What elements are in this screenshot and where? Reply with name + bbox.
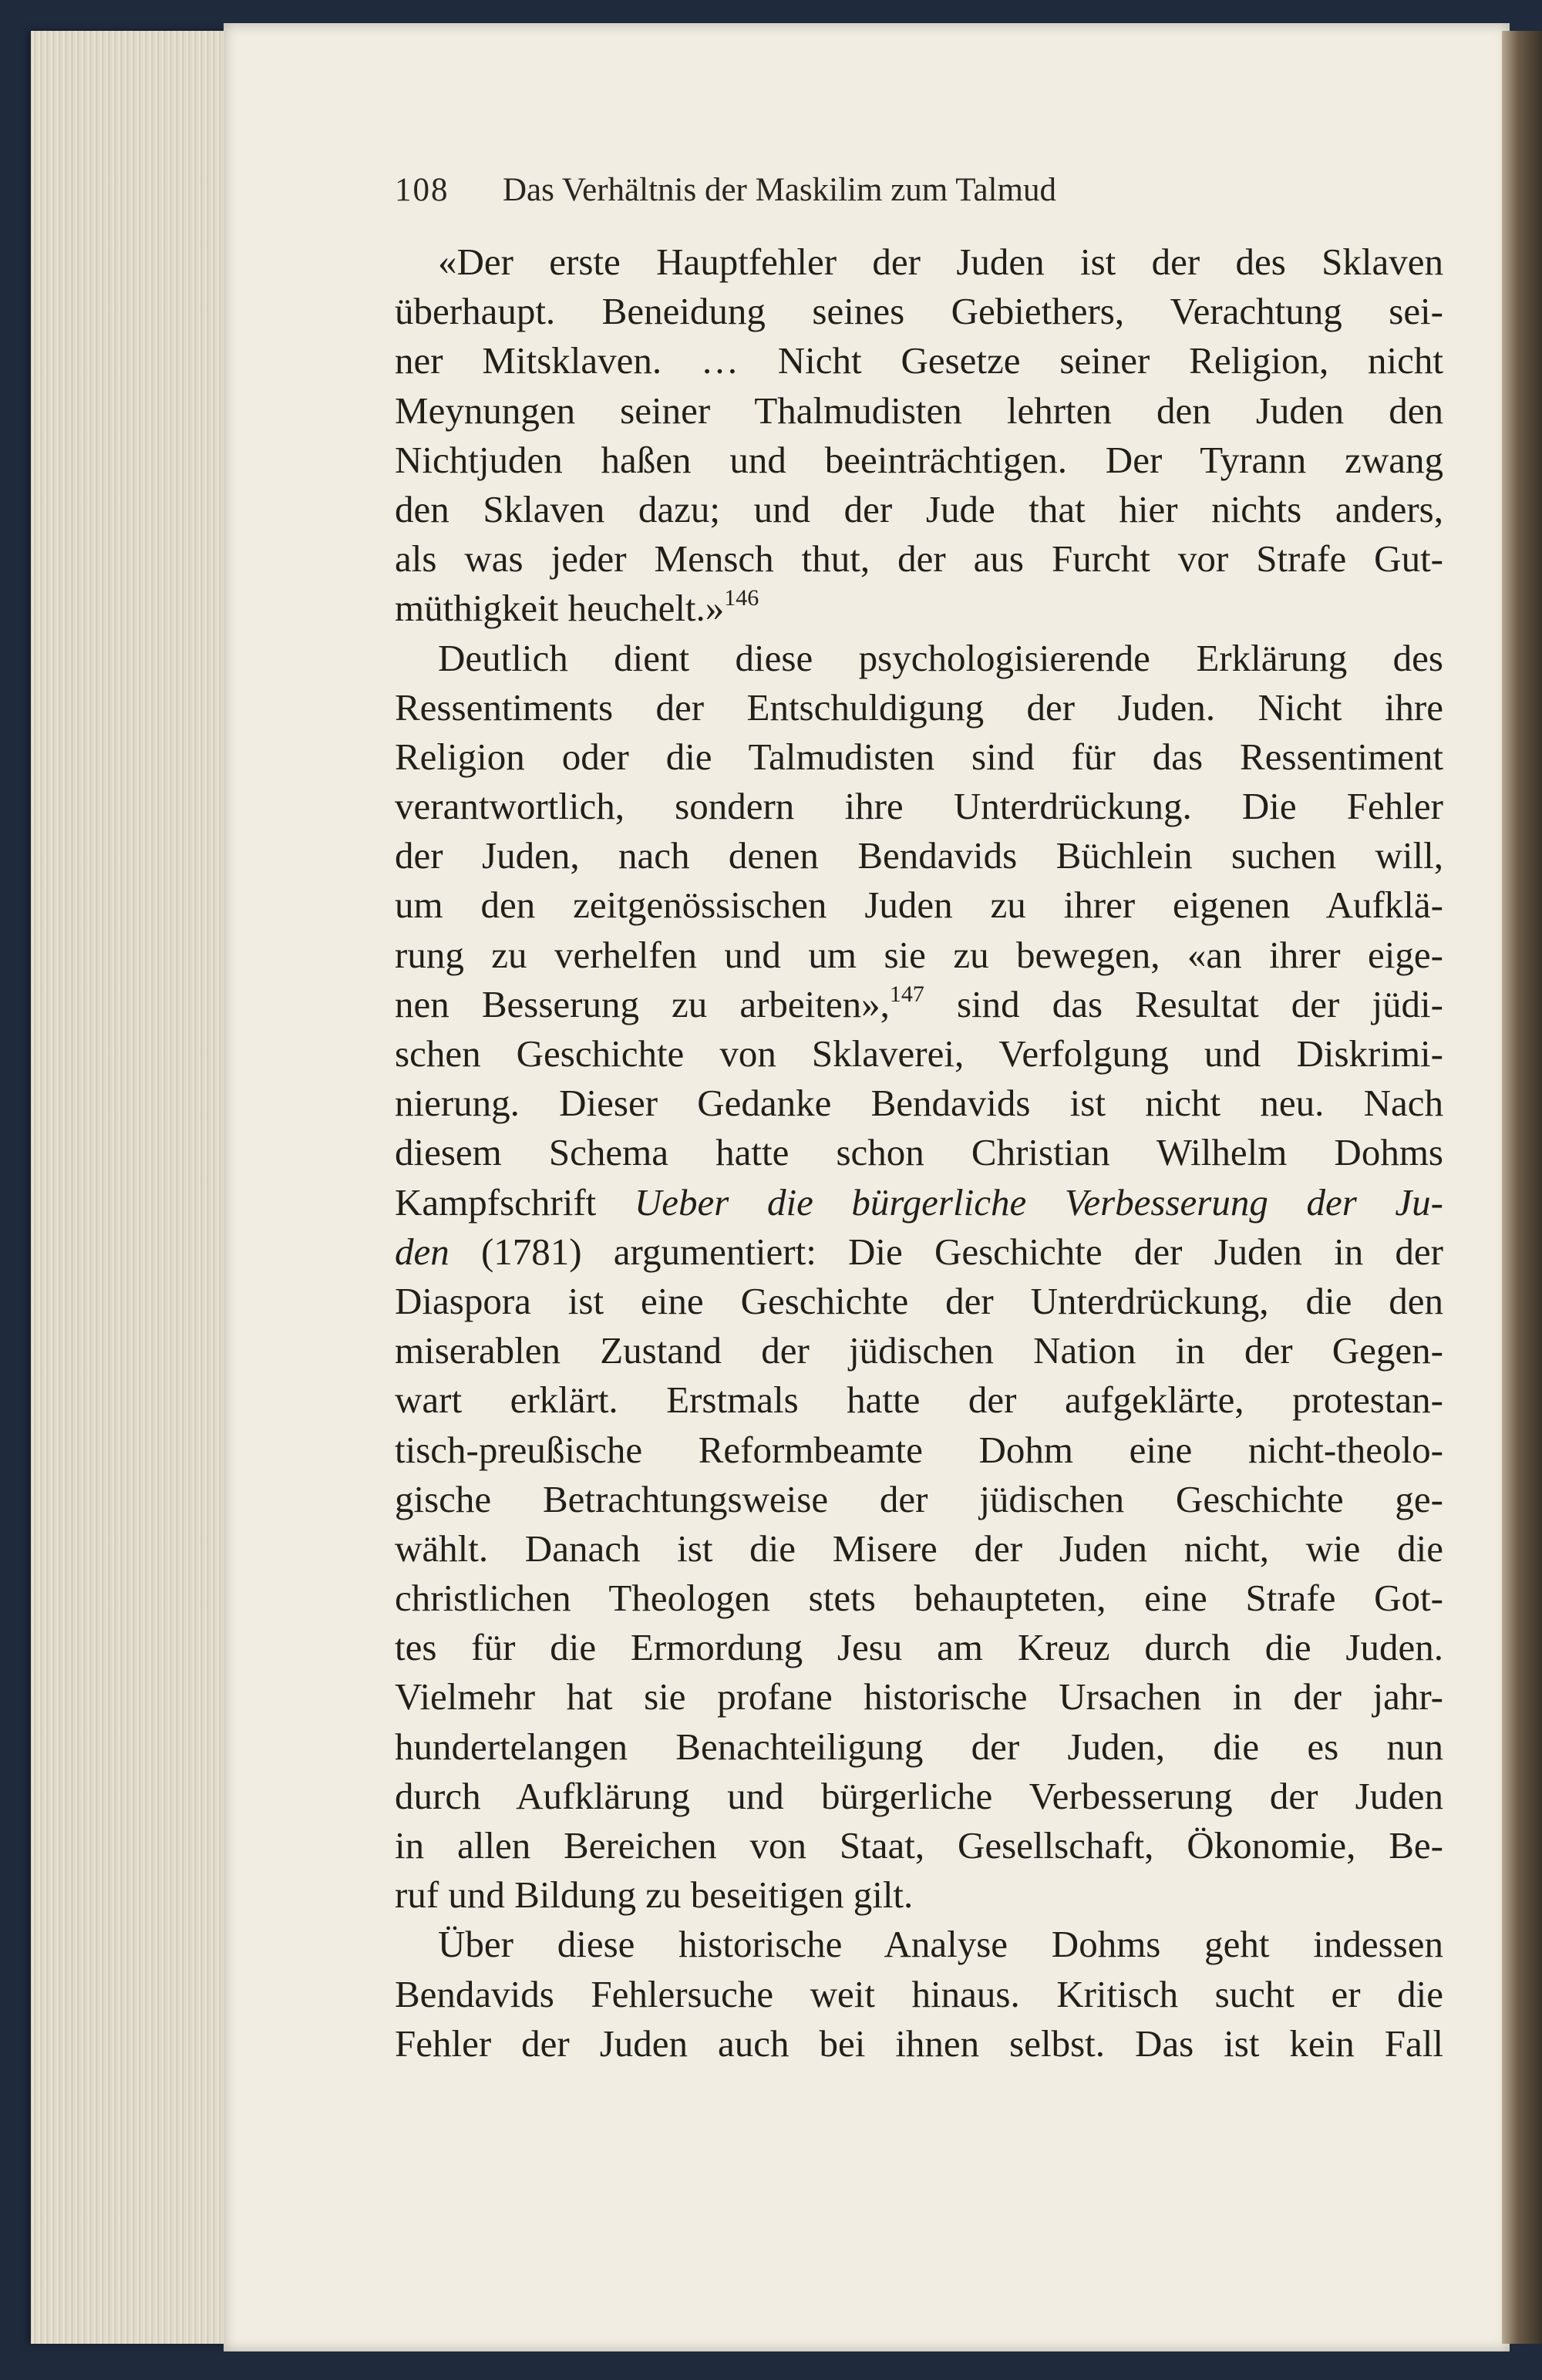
text-line: diesem Schema hatte schon Christian Wilhelm Dohms [395, 1131, 1443, 1174]
text-line [395, 1178, 1443, 1227]
text-line: überhaupt. Beneidung seines Gebiethers, Verachtung sei- [395, 290, 1443, 333]
page-number: 108 [395, 172, 449, 208]
text-line: durch Aufklärung und bürgerliche Verbesserung der Juden [395, 1774, 1443, 1817]
quote-end-text: müthigkeit heuchelt.» [395, 587, 725, 630]
page-edges [31, 31, 239, 2344]
text-line: tes für die Ermordung Jesu am Kreuz durch die Juden. [395, 1626, 1443, 1669]
text-line: als was jeder Mensch thut, der aus Furcht vor Strafe Gut- [395, 537, 1443, 581]
text-line: «Der erste Hauptfehler der Juden ist der des Sklaven [438, 241, 1443, 283]
text-line: Diaspora ist eine Geschichte der Unterdrückung, die den [395, 1279, 1443, 1322]
book-spine-edge [1502, 31, 1542, 2344]
body-text [395, 237, 1443, 2069]
book-title-italic: den [395, 1230, 449, 1273]
text-line: Religion oder die Talmudisten sind für das Ressentiment [395, 735, 1443, 778]
text-line [395, 1227, 1443, 1277]
text-line: der Juden, nach denen Bendavids Büchlein suchen will, [395, 834, 1443, 877]
text-line: Nichtjuden haßen und beeinträchtigen. Der Tyrann zwang [395, 438, 1443, 481]
footnote-ref-147[interactable]: 147 [889, 981, 924, 1007]
text-line: miserablen Zustand der jüdischen Nation in der Gegen- [395, 1329, 1443, 1372]
text-line: Über diese historische Analyse Dohms geht indessen [438, 1923, 1443, 1966]
text-line: tisch-preußische Reformbeamte Dohm eine nicht-theolo- [395, 1428, 1443, 1471]
text-line: in allen Bereichen von Staat, Gesellschaft, Ökonomie, Be- [395, 1824, 1443, 1867]
text-line: nierung. Dieser Gedanke Bendavids ist nicht neu. Nach [395, 1082, 1443, 1125]
text-line [395, 584, 1443, 633]
text-line: ruf und Bildung zu beseitigen gilt. [395, 1873, 914, 1917]
footnote-ref-146[interactable]: 146 [724, 585, 759, 611]
running-header [395, 171, 1443, 209]
text-line: Bendavids Fehlersuche weit hinaus. Kritisch sucht er die [395, 1972, 1443, 2015]
text-segment: nen Besserung zu arbeiten», [395, 982, 890, 1025]
text-line: wählt. Danach ist die Misere der Juden nicht, wie die [395, 1527, 1443, 1570]
text-line: verantwortlich, sondern ihre Unterdrückung. Die Fehler [395, 785, 1443, 828]
text-line: gische Betrachtungsweise der jüdischen Geschichte ge- [395, 1477, 1443, 1520]
text-line: Deutlich dient diese psychologisierende Erklärung des [438, 636, 1443, 679]
text-line: schen Geschichte von Sklaverei, Verfolgung und Diskrimi- [395, 1032, 1443, 1075]
text-line: Fehler der Juden auch bei ihnen selbst. Das ist kein Fall [395, 2021, 1443, 2065]
text-line: Vielmehr hat sie profane historische Ursachen in der jahr- [395, 1675, 1443, 1719]
text-line: den Sklaven dazu; und der Jude that hier nichts anders, [395, 487, 1443, 530]
text-line: Meynungen seiner Thalmudisten lehrten den Juden den [395, 389, 1443, 432]
text-line: Ressentiments der Entschuldigung der Juden. Nicht ihre [395, 685, 1443, 729]
running-title: Das Verhältnis der Maskilim zum Talmud [503, 172, 1056, 208]
text-line: christlichen Theologen stets behaupteten, eine Strafe Got- [395, 1577, 1443, 1620]
text-line: wart erklärt. Erstmals hatte der aufgeklärte, protestan- [395, 1379, 1443, 1422]
text-line: um den zeitgenössischen Juden zu ihrer eigenen Aufklä- [395, 884, 1443, 927]
text-line: hundertelangen Benachteiligung der Juden, die es nun [395, 1725, 1443, 1768]
text-line: ner Mitsklaven. … Nicht Gesetze seiner Religion, nicht [395, 339, 1443, 382]
book-title-italic: Ueber die bürgerliche Verbesserung der Ju- [634, 1180, 1443, 1224]
text-segment: sind das Resultat der jüdi- [924, 982, 1443, 1025]
text-segment: Kampfschrift [395, 1180, 635, 1224]
text-segment: (1781) argumentiert: Die Geschichte der Juden in der [449, 1230, 1443, 1273]
text-line [395, 980, 1443, 1029]
text-line: rung zu verhelfen und um sie zu bewegen, «an ihrer eige- [395, 933, 1443, 976]
